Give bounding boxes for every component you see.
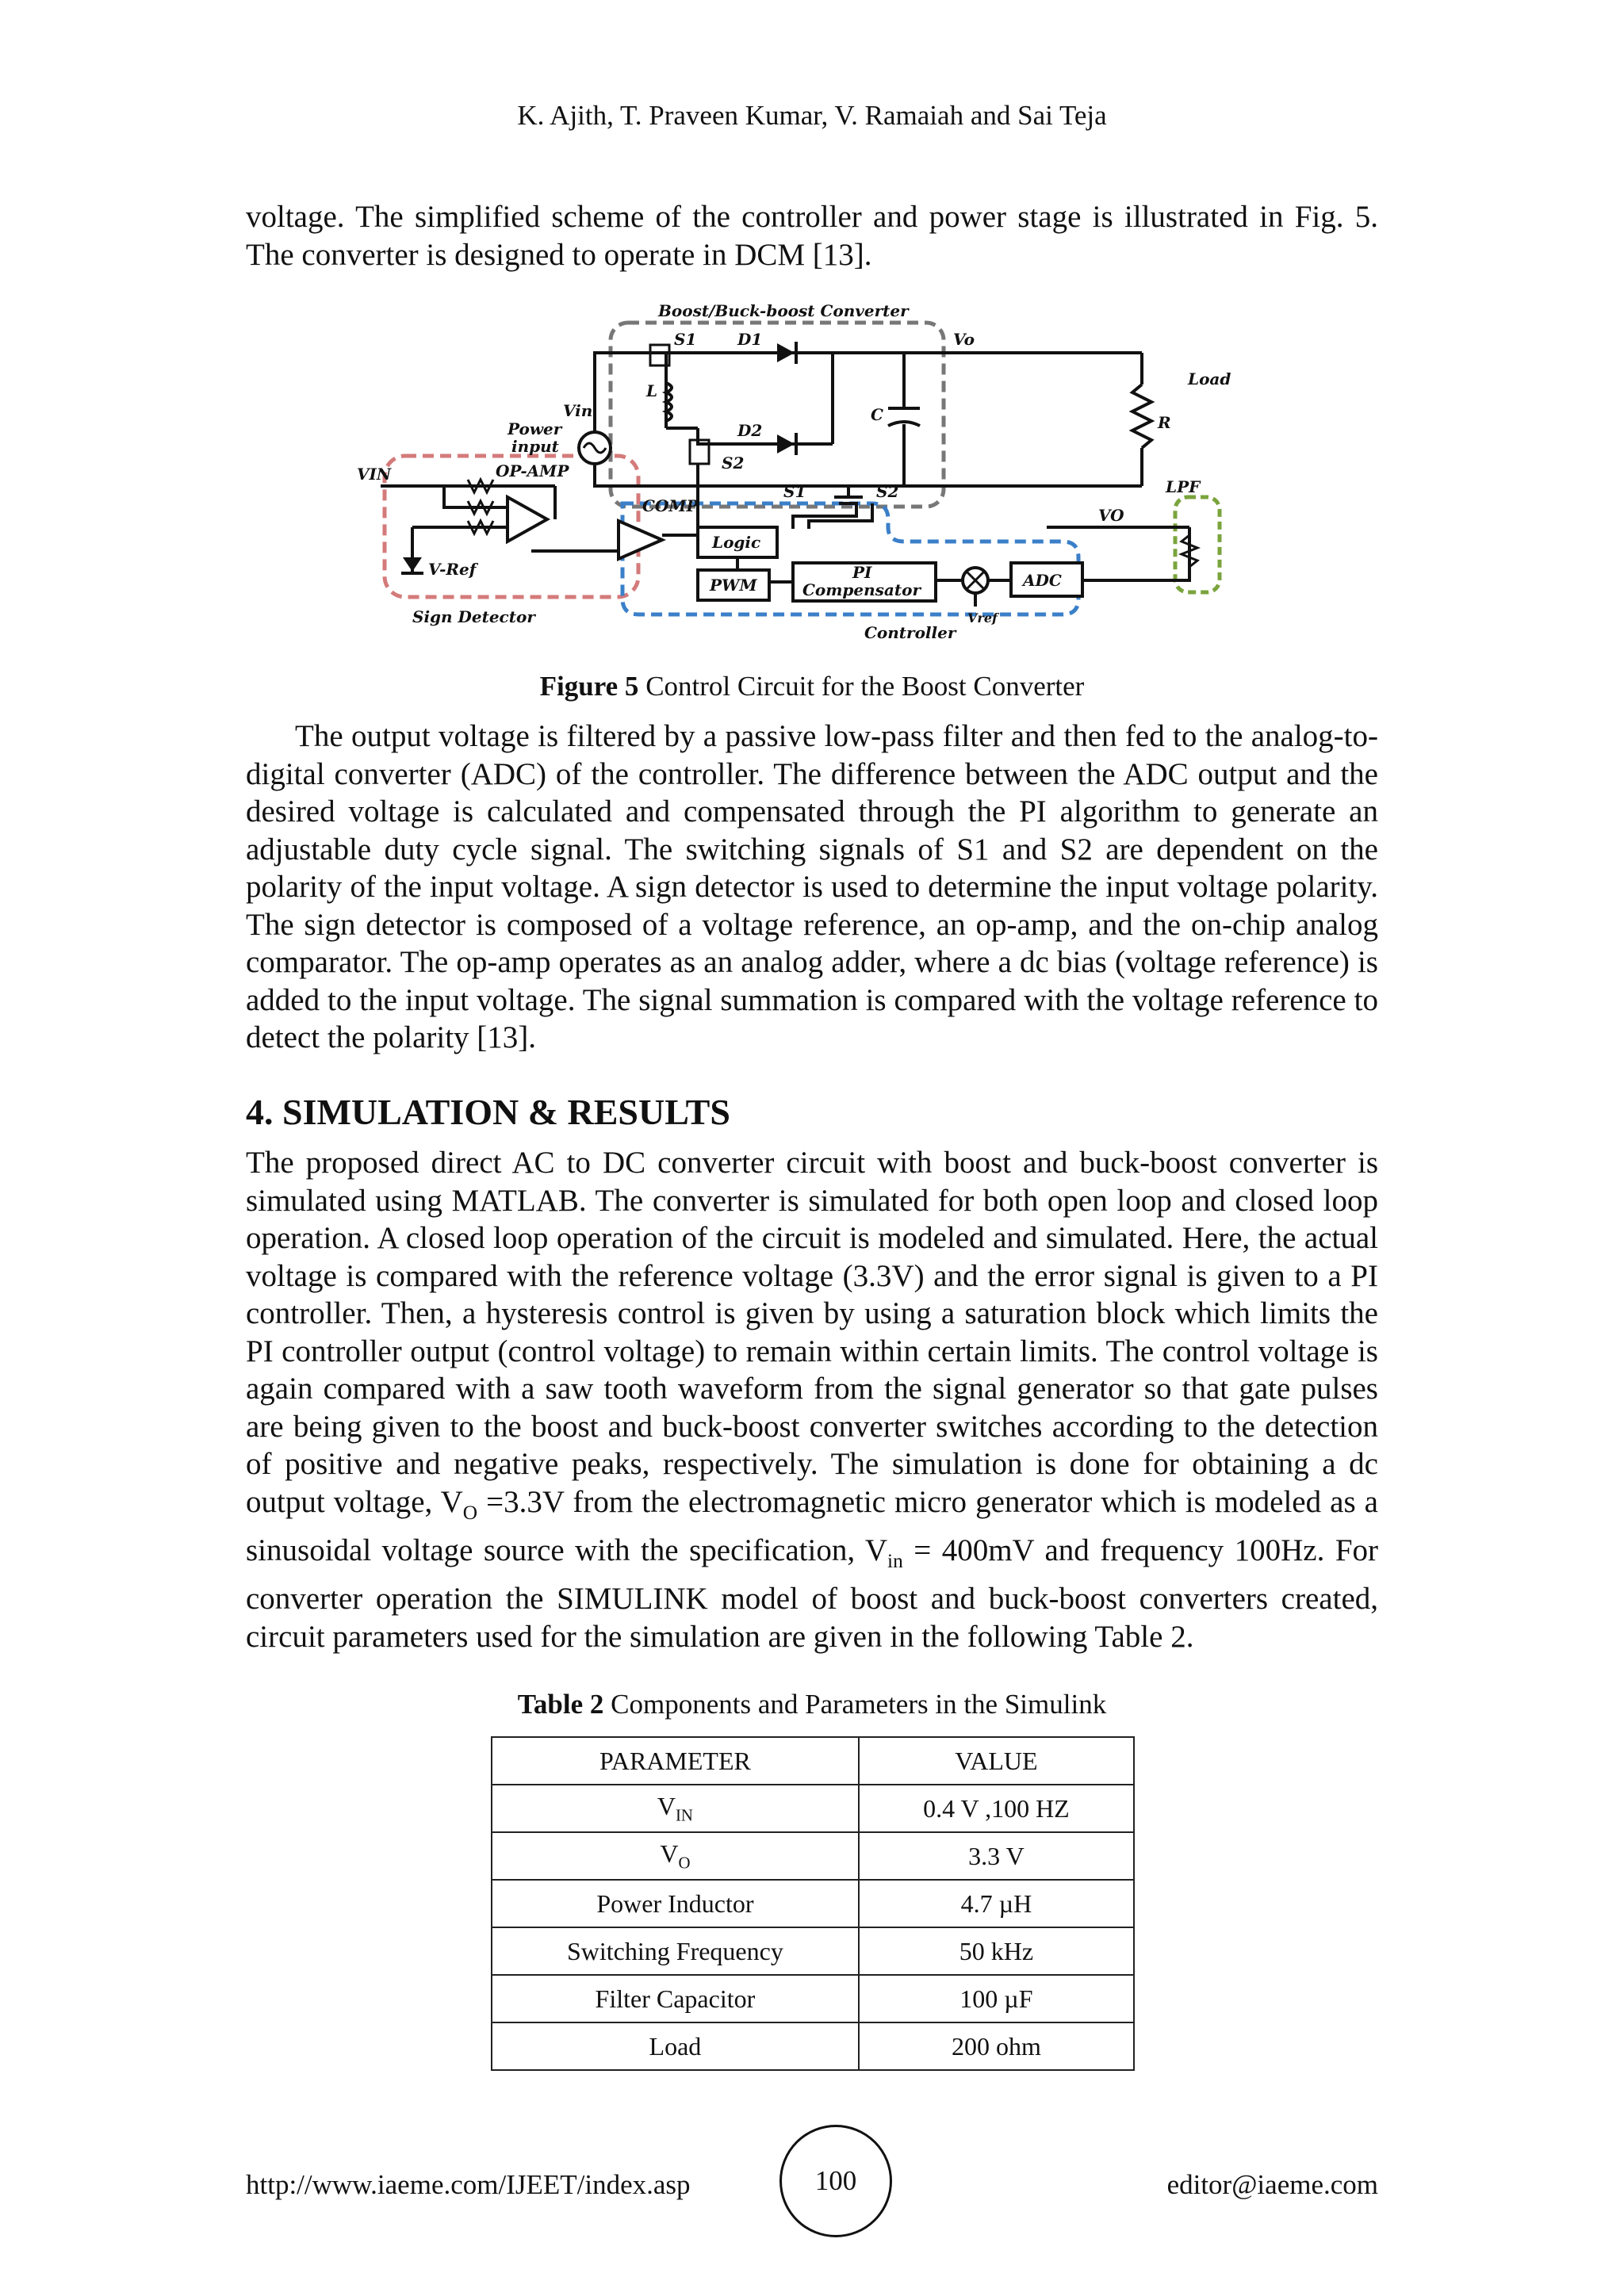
label-load: Load <box>1188 369 1231 388</box>
label-c: C <box>871 405 883 424</box>
label-d2: D2 <box>737 421 763 440</box>
label-vin-ctl: VIN <box>357 465 392 484</box>
lpf-box <box>1175 497 1220 592</box>
section-title: 4. SIMULATION & RESULTS <box>246 1092 730 1132</box>
label-r: R <box>1158 413 1171 432</box>
footer-email-link[interactable]: editor@iaeme.com <box>1166 2169 1378 2200</box>
label-s1: S1 <box>674 330 697 349</box>
figure-caption <box>0 671 1624 702</box>
label-pwm: PWM <box>710 576 757 595</box>
label-opamp: OP-AMP <box>496 461 569 480</box>
label-power-input: Power <box>508 419 562 438</box>
label-logic: Logic <box>712 533 761 552</box>
table-row <box>492 1927 1134 1975</box>
label-comp: COMP <box>642 496 699 515</box>
running-head: K. Ajith, T. Praveen Kumar, V. Ramaiah and Sai Teja <box>517 100 1107 131</box>
table-cell-parameter: Power Inductor <box>492 1880 859 1927</box>
table-cell-parameter: Load <box>492 2022 859 2070</box>
table-header-row <box>492 1737 1134 1785</box>
table-cell-value: 4.7 µH <box>859 1880 1134 1927</box>
label-d1: D1 <box>737 330 763 349</box>
label-vo: Vo <box>953 330 975 349</box>
body-paragraph-1: The output voltage is filtered by a passive low-pass filter and then fed to the analog-to-digital converter (ADC) of the controller. The difference between the ADC output and the desired voltage is calculated and compensated through the PI algorithm to generate an adjustable duty cycle signal. The switching signals of S1 and S2 are dependent on the polarity of the input voltage. A sign detector is used to determine the input voltage polarity. The sign detector is composed of a voltage reference, an op-amp, and the on-chip analog comparator. The op-amp operates as an analog adder, where a dc bias (voltage reference) is added to the input voltage. The signal summation is compared with the voltage reference to detect the polarity [13]. <box>246 719 1378 1054</box>
table-cell-parameter: Switching Frequency <box>492 1927 859 1975</box>
table-header-value: VALUE <box>859 1737 1134 1785</box>
label-l: L <box>646 381 658 400</box>
table-row <box>492 1880 1134 1927</box>
table-row <box>492 1975 1134 2022</box>
table-cell-parameter: $V_O$ <box>492 1832 859 1880</box>
opamp-symbol <box>508 497 547 541</box>
label-adc: ADC <box>1023 571 1062 590</box>
page-number: 100 <box>779 2125 892 2237</box>
label-controller: Controller <box>864 623 956 642</box>
label-sign-detector: Sign Detector <box>412 607 535 626</box>
table-row <box>492 2022 1134 2070</box>
label-s1-signal: S1 <box>783 482 806 501</box>
table-cell-parameter: Filter Capacitor <box>492 1975 859 2022</box>
label-vref-ctl: Vref <box>967 610 998 626</box>
label-vo-ctl: VO <box>1098 506 1124 525</box>
table-header-parameter: PARAMETER <box>492 1737 859 1785</box>
label-pi: PI <box>852 563 872 582</box>
table-cell-value: 200 ohm <box>859 2022 1134 2070</box>
circuit-diagram <box>349 289 1277 642</box>
figure-caption-text: Control Circuit for the Boost Converter <box>638 671 1085 702</box>
table-caption-label: Table 2 <box>517 1689 604 1720</box>
label-vin: Vin <box>563 401 593 420</box>
label-s2: S2 <box>722 453 745 473</box>
vref-diode <box>403 557 422 572</box>
table-cell-parameter: $V_{IN}$ <box>492 1785 859 1832</box>
table-cell-value: 0.4 V ,100 HZ <box>859 1785 1134 1832</box>
load-resistor <box>1132 385 1151 448</box>
table-cell-value: 50 kHz <box>859 1927 1134 1975</box>
label-s2-signal: S2 <box>876 482 899 501</box>
label-lpf: LPF <box>1166 477 1201 496</box>
footer-url-link[interactable]: http://www.iaeme.com/IJEET/index.asp <box>246 2169 691 2200</box>
diode-d1 <box>777 343 795 362</box>
label-boost: Boost/Buck-boost Converter <box>658 301 909 320</box>
table-row <box>492 1785 1134 1832</box>
body-paragraph-2: The proposed direct AC to DC converter circuit with boost and buck-boost converter is simulated using MATLAB. The converter is simulated for both open loop and closed loop operation. A closed loop operation of the circuit is modeled and simulated. Here, the actual voltage is compared with the reference voltage (3.3V) and the error signal is given to a PI controller. Then, a hysteresis control is given by using a saturation block which limits the PI controller output (control voltage) to remain within certain limits. The control voltage is again compared with a saw tooth waveform from the signal generator so that gate pulses are being given to the boost and buck-boost converter switches according to the detection of positive and negative peaks, respectively. The simulation is done for obtaining a dc output voltage, $V_O =3.3V$ from the electromagnetic micro generator which is modeled as a sinusoidal voltage source with the specification, $V_{in} = 400mV$ and frequency 100Hz. For converter operation the SIMULINK model of boost and buck-boost converters created, circuit parameters used for the simulation are given in the following Table 2. <box>246 1146 1378 1654</box>
table-cell-value: 3.3 V <box>859 1832 1134 1880</box>
table-row <box>492 1832 1134 1880</box>
table-caption-text: Components and Parameters in the Simulink <box>603 1689 1107 1720</box>
intro-paragraph: voltage. The simplified scheme of the controller and power stage is illustrated in Fig. 5. The converter is designed to operate in DCM [13]. <box>246 200 1378 272</box>
table-caption <box>0 1689 1624 1720</box>
figure-caption-label: Figure 5 <box>539 671 639 702</box>
control-circuit-figure <box>349 289 1277 642</box>
label-compensator: Compensator <box>802 580 921 599</box>
label-power-input-2: input <box>511 437 559 456</box>
table-cell-value: 100 µF <box>859 1975 1134 2022</box>
diode-d2 <box>777 434 795 453</box>
parameters-table <box>491 1736 1135 2071</box>
label-vref: V-Ref <box>428 560 477 579</box>
